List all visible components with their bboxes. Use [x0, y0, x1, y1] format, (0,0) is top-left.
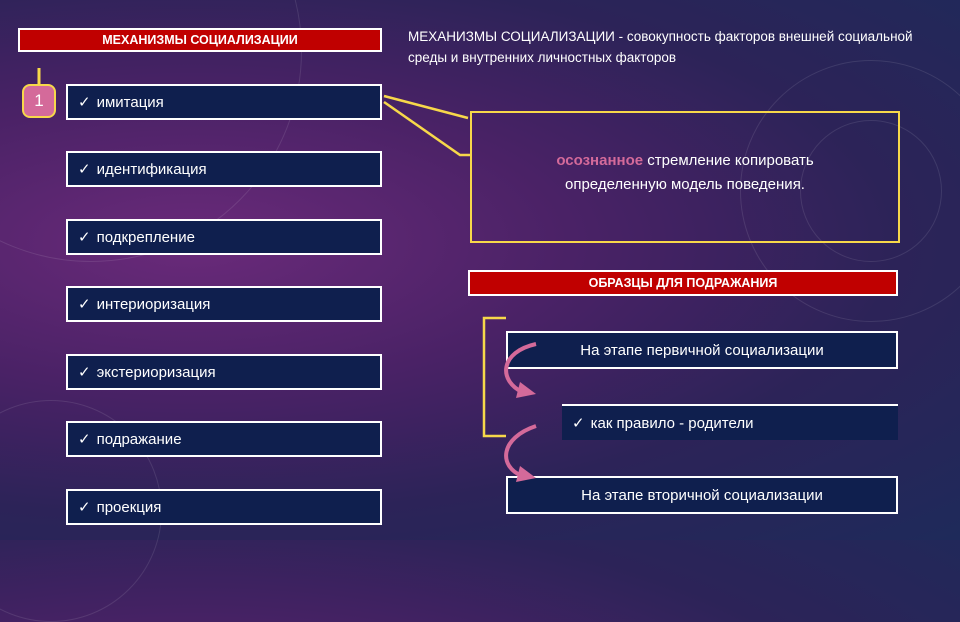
mechanism-label: подражание [96, 430, 182, 448]
mechanism-label: проекция [96, 498, 162, 516]
definition-body: - совокупность факторов внешней социальной среды и внутренних личностных факторов [408, 29, 913, 65]
mechanism-label: экстериоризация [96, 363, 216, 381]
checkmark-icon: ✓ [78, 364, 91, 381]
mechanism-imitation-following[interactable] [66, 421, 382, 457]
mechanism-identification[interactable] [66, 151, 382, 187]
mechanism-reinforcement[interactable] [66, 219, 382, 255]
checkmark-icon: ✓ [78, 499, 91, 516]
mechanism-label: подкрепление [96, 228, 195, 246]
curved-arrow-secondary [506, 426, 536, 476]
checkmark-icon: ✓ [78, 94, 91, 111]
parents-box[interactable] [562, 404, 898, 440]
callout-box [470, 111, 900, 243]
callout-line-1-rest: стремление копировать [643, 152, 814, 169]
checkmark-icon: ✓ [572, 415, 585, 432]
curved-arrow-primary-head [516, 382, 536, 398]
callout-line-2: определенную модель поведения. [565, 176, 805, 193]
secondary-stage-label: На этапе вторичной социализации [581, 486, 823, 504]
checkmark-icon: ✓ [78, 431, 91, 448]
checkmark-icon: ✓ [78, 161, 91, 178]
models-banner [468, 270, 898, 296]
mechanism-projection[interactable] [66, 489, 382, 525]
left-title-text: МЕХАНИЗМЫ СОЦИАЛИЗАЦИИ [102, 33, 298, 47]
callout-pointer-outline [384, 96, 468, 118]
parents-label: как правило - родители [590, 414, 754, 432]
secondary-stage-box[interactable] [506, 476, 898, 514]
mechanism-imitation[interactable] [66, 84, 382, 120]
definition-text [408, 26, 948, 68]
number-badge-text: 1 [34, 91, 44, 110]
mechanism-label: идентификация [96, 160, 207, 178]
callout-accent: осознанное [556, 152, 644, 169]
mechanism-exteriorization[interactable] [66, 354, 382, 390]
checkmark-icon: ✓ [78, 296, 91, 313]
mechanism-interiorization[interactable] [66, 286, 382, 322]
checkmark-icon: ✓ [78, 229, 91, 246]
callout-text [472, 149, 898, 197]
mechanism-label: интериоризация [96, 295, 211, 313]
callout-line-1 [472, 149, 898, 173]
left-title-banner [18, 28, 382, 52]
models-bracket [484, 318, 506, 436]
number-badge [22, 84, 56, 118]
primary-stage-label: На этапе первичной социализации [580, 341, 824, 359]
callout-pointer [384, 102, 470, 155]
models-banner-text: ОБРАЗЦЫ ДЛЯ ПОДРАЖАНИЯ [588, 276, 778, 290]
definition-term: МЕХАНИЗМЫ СОЦИАЛИЗАЦИИ [408, 29, 615, 44]
primary-stage-box[interactable] [506, 331, 898, 369]
mechanism-label: имитация [96, 93, 164, 111]
